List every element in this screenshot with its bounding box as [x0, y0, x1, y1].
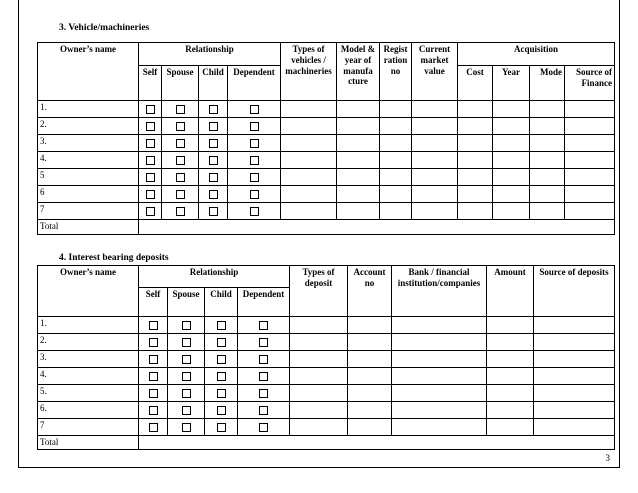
checkbox-self[interactable]	[149, 406, 158, 415]
checkbox-self[interactable]	[146, 105, 155, 114]
entry-cell[interactable]	[412, 152, 458, 169]
entry-cell[interactable]	[290, 317, 348, 334]
deposits-subheader-child: Child	[205, 288, 238, 317]
checkbox-child[interactable]	[217, 423, 226, 432]
vehicles-header-model: Model & year of manufa cture	[337, 43, 380, 101]
vehicles-header-registration: Regist ration no	[380, 43, 412, 101]
deposits-subheader-dependent: Dependent	[238, 288, 290, 317]
entry-cell[interactable]	[565, 203, 615, 220]
entry-cell[interactable]	[493, 169, 530, 186]
checkbox-spouse[interactable]	[182, 372, 191, 381]
vehicles-subheader-child: Child	[199, 66, 228, 101]
checkbox-self[interactable]	[146, 190, 155, 199]
relationship-cell-child	[205, 419, 238, 436]
relationship-cell-spouse	[162, 118, 199, 135]
vehicles-subheader-dependent: Dependent	[228, 66, 281, 101]
relationship-cell-spouse	[168, 334, 205, 351]
entry-cell[interactable]	[487, 317, 534, 334]
checkbox-child[interactable]	[217, 321, 226, 330]
checkbox-child[interactable]	[209, 156, 218, 165]
entry-cell[interactable]	[380, 203, 412, 220]
checkbox-self[interactable]	[146, 139, 155, 148]
entry-cell[interactable]	[493, 152, 530, 169]
checkbox-self[interactable]	[149, 338, 158, 347]
vehicles-header-types: Types of vehicles / machineries	[281, 43, 337, 101]
row-label: 5	[38, 169, 139, 186]
row-label: 3.	[38, 135, 139, 152]
page-number: 3	[605, 453, 610, 463]
deposits-subheader-self: Self	[139, 288, 168, 317]
relationship-cell-spouse	[168, 351, 205, 368]
checkbox-child[interactable]	[217, 338, 226, 347]
checkbox-self[interactable]	[149, 423, 158, 432]
entry-cell[interactable]	[348, 351, 392, 368]
deposits-subheader-spouse: Spouse	[168, 288, 205, 317]
entry-cell[interactable]	[458, 169, 493, 186]
entry-cell[interactable]	[412, 135, 458, 152]
relationship-cell-self	[139, 368, 168, 385]
entry-cell[interactable]	[534, 334, 615, 351]
entry-cell[interactable]	[487, 419, 534, 436]
relationship-cell-spouse	[162, 101, 199, 118]
checkbox-self[interactable]	[149, 355, 158, 364]
vehicles-header-relationship: Relationship	[139, 43, 281, 66]
checkbox-dependent[interactable]	[250, 173, 259, 182]
entry-cell[interactable]	[530, 101, 565, 118]
checkbox-spouse[interactable]	[182, 423, 191, 432]
entry-cell[interactable]	[281, 118, 337, 135]
relationship-cell-self	[139, 186, 162, 203]
entry-cell[interactable]	[380, 118, 412, 135]
checkbox-dependent[interactable]	[259, 355, 268, 364]
relationship-cell-self	[139, 203, 162, 220]
table-row	[38, 186, 615, 203]
checkbox-spouse[interactable]	[176, 207, 185, 216]
checkbox-spouse[interactable]	[176, 190, 185, 199]
table-row	[38, 368, 615, 385]
relationship-cell-self	[139, 101, 162, 118]
entry-cell[interactable]	[534, 351, 615, 368]
checkbox-child[interactable]	[209, 207, 218, 216]
relationship-cell-child	[205, 317, 238, 334]
relationship-cell-spouse	[162, 186, 199, 203]
relationship-cell-dependent	[228, 152, 281, 169]
row-label: 5.	[38, 385, 139, 402]
deposits-total-label: Total	[38, 436, 139, 450]
table-row	[38, 135, 615, 152]
checkbox-spouse[interactable]	[176, 105, 185, 114]
vehicles-section-title: 3. Vehicle/machineries	[59, 23, 150, 33]
entry-cell[interactable]	[534, 317, 615, 334]
deposits-table	[37, 265, 615, 450]
entry-cell[interactable]	[380, 169, 412, 186]
relationship-cell-child	[199, 169, 228, 186]
checkbox-dependent[interactable]	[250, 207, 259, 216]
entry-cell[interactable]	[534, 419, 615, 436]
relationship-cell-child	[205, 351, 238, 368]
vehicles-table	[37, 42, 615, 235]
entry-cell[interactable]	[534, 402, 615, 419]
entry-cell[interactable]	[337, 203, 380, 220]
vehicles-subheader-cost: Cost	[458, 66, 493, 101]
entry-cell[interactable]	[392, 317, 487, 334]
relationship-cell-dependent	[238, 402, 290, 419]
row-label: 2.	[38, 334, 139, 351]
relationship-cell-dependent	[228, 118, 281, 135]
relationship-cell-self	[139, 419, 168, 436]
checkbox-self[interactable]	[146, 207, 155, 216]
checkbox-spouse[interactable]	[176, 173, 185, 182]
entry-cell[interactable]	[458, 118, 493, 135]
relationship-cell-dependent	[238, 317, 290, 334]
entry-cell[interactable]	[565, 169, 615, 186]
entry-cell[interactable]	[281, 203, 337, 220]
entry-cell[interactable]	[493, 118, 530, 135]
entry-cell[interactable]	[348, 419, 392, 436]
relationship-cell-self	[139, 135, 162, 152]
relationship-cell-dependent	[238, 334, 290, 351]
entry-cell[interactable]	[458, 152, 493, 169]
relationship-cell-child	[205, 334, 238, 351]
row-label: 6.	[38, 402, 139, 419]
checkbox-child[interactable]	[217, 389, 226, 398]
relationship-cell-dependent	[238, 351, 290, 368]
checkbox-child[interactable]	[209, 139, 218, 148]
table-row	[38, 169, 615, 186]
checkbox-dependent[interactable]	[259, 321, 268, 330]
vehicles-header-current-value: Current market value	[412, 43, 458, 101]
table-row	[38, 317, 615, 334]
deposits-header-source: Source of deposits	[534, 266, 615, 317]
relationship-cell-self	[139, 118, 162, 135]
checkbox-child[interactable]	[209, 173, 218, 182]
table-row	[38, 152, 615, 169]
entry-cell[interactable]	[290, 351, 348, 368]
relationship-cell-child	[205, 385, 238, 402]
row-label: 6	[38, 186, 139, 203]
table-row	[38, 101, 615, 118]
entry-cell[interactable]	[337, 135, 380, 152]
vehicles-header-acquisition: Acquisition	[458, 43, 615, 66]
checkbox-spouse[interactable]	[182, 406, 191, 415]
entry-cell[interactable]	[493, 135, 530, 152]
entry-cell[interactable]	[348, 385, 392, 402]
deposits-header-owners-name: Owner’s name	[38, 266, 139, 317]
entry-cell[interactable]	[565, 186, 615, 203]
relationship-cell-dependent	[228, 169, 281, 186]
row-label: 2.	[38, 118, 139, 135]
checkbox-self[interactable]	[149, 389, 158, 398]
relationship-cell-spouse	[168, 419, 205, 436]
entry-cell[interactable]	[380, 152, 412, 169]
vehicles-total-value[interactable]	[139, 220, 615, 235]
checkbox-child[interactable]	[217, 372, 226, 381]
relationship-cell-spouse	[162, 152, 199, 169]
row-label: 4.	[38, 152, 139, 169]
entry-cell[interactable]	[337, 118, 380, 135]
entry-cell[interactable]	[348, 402, 392, 419]
entry-cell[interactable]	[392, 368, 487, 385]
checkbox-spouse[interactable]	[176, 122, 185, 131]
table-row	[38, 351, 615, 368]
entry-cell[interactable]	[412, 203, 458, 220]
entry-cell[interactable]	[392, 402, 487, 419]
entry-cell[interactable]	[487, 385, 534, 402]
checkbox-child[interactable]	[209, 105, 218, 114]
row-label: 7	[38, 419, 139, 436]
vehicles-subheader-source-of-finance: Source of Finance	[565, 66, 615, 101]
relationship-cell-child	[199, 186, 228, 203]
deposits-section-title: 4. Interest bearing deposits	[59, 253, 169, 263]
checkbox-self[interactable]	[146, 122, 155, 131]
entry-cell[interactable]	[530, 169, 565, 186]
entry-cell[interactable]	[337, 152, 380, 169]
entry-cell[interactable]	[412, 118, 458, 135]
entry-cell[interactable]	[458, 203, 493, 220]
checkbox-child[interactable]	[209, 122, 218, 131]
relationship-cell-dependent	[228, 186, 281, 203]
relationship-cell-dependent	[228, 135, 281, 152]
entry-cell[interactable]	[565, 101, 615, 118]
entry-cell[interactable]	[290, 419, 348, 436]
relationship-cell-self	[139, 385, 168, 402]
checkbox-self[interactable]	[149, 321, 158, 330]
entry-cell[interactable]	[493, 203, 530, 220]
vehicles-header-owners-name: Owner’s name	[38, 43, 139, 101]
table-row	[38, 118, 615, 135]
checkbox-spouse[interactable]	[176, 156, 185, 165]
row-label: 1.	[38, 101, 139, 118]
entry-cell[interactable]	[380, 186, 412, 203]
entry-cell[interactable]	[348, 368, 392, 385]
relationship-cell-dependent	[228, 101, 281, 118]
relationship-cell-spouse	[162, 203, 199, 220]
deposits-header-account: Account no	[348, 266, 392, 317]
entry-cell[interactable]	[412, 101, 458, 118]
relationship-cell-self	[139, 351, 168, 368]
relationship-cell-child	[205, 368, 238, 385]
checkbox-dependent[interactable]	[259, 389, 268, 398]
entry-cell[interactable]	[565, 118, 615, 135]
entry-cell[interactable]	[348, 334, 392, 351]
deposits-header-bank: Bank / financial institution/companies	[392, 266, 487, 317]
entry-cell[interactable]	[412, 169, 458, 186]
entry-cell[interactable]	[392, 334, 487, 351]
relationship-cell-dependent	[238, 419, 290, 436]
entry-cell[interactable]	[337, 186, 380, 203]
checkbox-dependent[interactable]	[259, 406, 268, 415]
entry-cell[interactable]	[565, 152, 615, 169]
checkbox-dependent[interactable]	[250, 122, 259, 131]
entry-cell[interactable]	[487, 351, 534, 368]
relationship-cell-self	[139, 152, 162, 169]
entry-cell[interactable]	[530, 118, 565, 135]
checkbox-spouse[interactable]	[182, 355, 191, 364]
checkbox-child[interactable]	[209, 190, 218, 199]
relationship-cell-self	[139, 402, 168, 419]
relationship-cell-spouse	[162, 169, 199, 186]
table-row	[38, 203, 615, 220]
checkbox-child[interactable]	[217, 355, 226, 364]
relationship-cell-spouse	[162, 135, 199, 152]
deposits-header-relationship: Relationship	[139, 266, 290, 288]
checkbox-dependent[interactable]	[250, 105, 259, 114]
relationship-cell-child	[199, 101, 228, 118]
deposits-header-types: Types of deposit	[290, 266, 348, 317]
table-row	[38, 385, 615, 402]
entry-cell[interactable]	[337, 169, 380, 186]
vehicles-subheader-spouse: Spouse	[162, 66, 199, 101]
entry-cell[interactable]	[392, 351, 487, 368]
checkbox-spouse[interactable]	[182, 389, 191, 398]
relationship-cell-self	[139, 317, 168, 334]
vehicles-subheader-mode: Mode	[530, 66, 565, 101]
entry-cell[interactable]	[458, 135, 493, 152]
entry-cell[interactable]	[534, 368, 615, 385]
relationship-cell-spouse	[168, 368, 205, 385]
checkbox-dependent[interactable]	[259, 423, 268, 432]
relationship-cell-spouse	[168, 317, 205, 334]
relationship-cell-dependent	[238, 368, 290, 385]
entry-cell[interactable]	[290, 334, 348, 351]
deposits-header-amount: Amount	[487, 266, 534, 317]
entry-cell[interactable]	[487, 334, 534, 351]
relationship-cell-dependent	[238, 385, 290, 402]
relationship-cell-child	[199, 152, 228, 169]
entry-cell[interactable]	[290, 368, 348, 385]
entry-cell[interactable]	[392, 385, 487, 402]
entry-cell[interactable]	[530, 135, 565, 152]
checkbox-self[interactable]	[146, 156, 155, 165]
checkbox-dependent[interactable]	[259, 338, 268, 347]
entry-cell[interactable]	[530, 186, 565, 203]
checkbox-spouse[interactable]	[176, 139, 185, 148]
entry-cell[interactable]	[380, 101, 412, 118]
relationship-cell-self	[139, 334, 168, 351]
entry-cell[interactable]	[281, 101, 337, 118]
entry-cell[interactable]	[337, 101, 380, 118]
entry-cell[interactable]	[392, 419, 487, 436]
checkbox-dependent[interactable]	[250, 190, 259, 199]
checkbox-spouse[interactable]	[182, 338, 191, 347]
row-label: 4.	[38, 368, 139, 385]
relationship-cell-spouse	[168, 385, 205, 402]
entry-cell[interactable]	[534, 385, 615, 402]
row-label: 3.	[38, 351, 139, 368]
entry-cell[interactable]	[530, 203, 565, 220]
entry-cell[interactable]	[487, 402, 534, 419]
relationship-cell-self	[139, 169, 162, 186]
entry-cell[interactable]	[290, 385, 348, 402]
row-label: 7	[38, 203, 139, 220]
checkbox-dependent[interactable]	[250, 139, 259, 148]
checkbox-spouse[interactable]	[182, 321, 191, 330]
entry-cell[interactable]	[487, 368, 534, 385]
relationship-cell-dependent	[228, 203, 281, 220]
entry-cell[interactable]	[493, 101, 530, 118]
relationship-cell-child	[205, 402, 238, 419]
entry-cell[interactable]	[290, 402, 348, 419]
entry-cell[interactable]	[281, 135, 337, 152]
table-row	[38, 334, 615, 351]
entry-cell[interactable]	[412, 186, 458, 203]
checkbox-dependent[interactable]	[259, 372, 268, 381]
entry-cell[interactable]	[458, 186, 493, 203]
table-row	[38, 419, 615, 436]
relationship-cell-child	[199, 135, 228, 152]
entry-cell[interactable]	[380, 135, 412, 152]
checkbox-self[interactable]	[146, 173, 155, 182]
entry-cell[interactable]	[348, 317, 392, 334]
checkbox-self[interactable]	[149, 372, 158, 381]
entry-cell[interactable]	[458, 101, 493, 118]
entry-cell[interactable]	[530, 152, 565, 169]
vehicles-subheader-year: Year	[493, 66, 530, 101]
entry-cell[interactable]	[281, 186, 337, 203]
entry-cell[interactable]	[493, 186, 530, 203]
relationship-cell-spouse	[168, 402, 205, 419]
table-row	[38, 402, 615, 419]
vehicles-total-label: Total	[38, 220, 139, 235]
relationship-cell-child	[199, 118, 228, 135]
checkbox-dependent[interactable]	[250, 156, 259, 165]
entry-cell[interactable]	[281, 169, 337, 186]
row-label: 1.	[38, 317, 139, 334]
entry-cell[interactable]	[565, 135, 615, 152]
entry-cell[interactable]	[281, 152, 337, 169]
deposits-total-value[interactable]	[139, 436, 615, 450]
relationship-cell-child	[199, 203, 228, 220]
checkbox-child[interactable]	[217, 406, 226, 415]
vehicles-subheader-self: Self	[139, 66, 162, 101]
